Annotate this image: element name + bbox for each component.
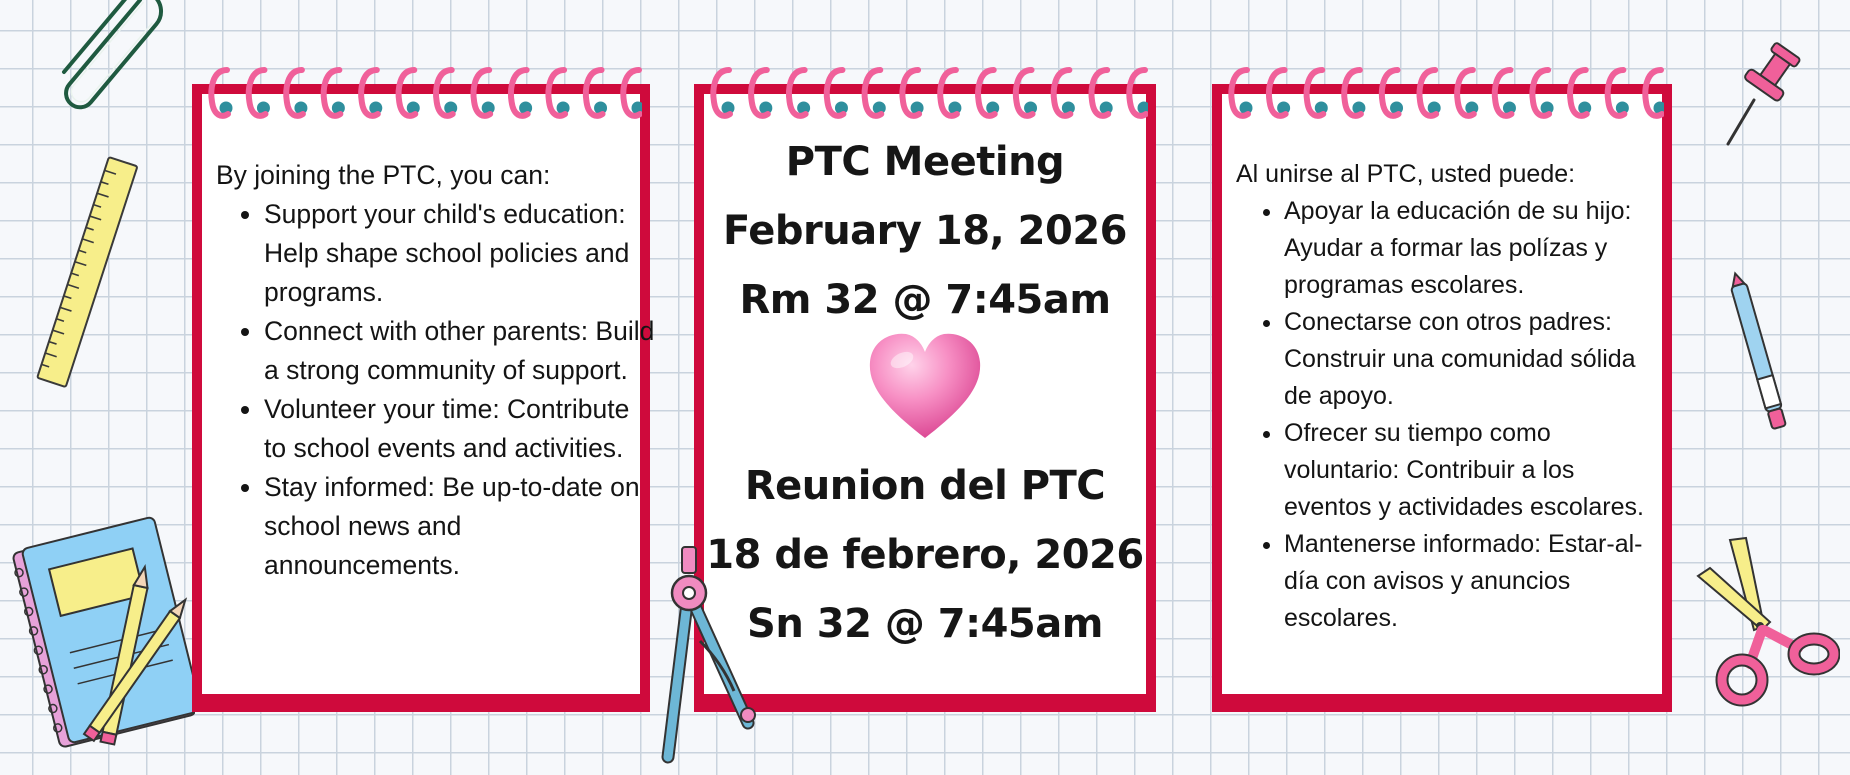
list-item: • Conectarse con otros padres: Construir una comunidad sólida de apoyo. [1284,304,1668,415]
spiral-ring [324,70,345,116]
meeting-place-es: Sn 32 @ 7:45am [747,601,1103,647]
list-item: • Volunteer your time: Contribute to school events and activities. [264,390,658,468]
spiral-ring [865,70,886,116]
spiral-ring [586,70,607,116]
list-item: • Stay informed: Be up-to-date on school news and announcements. [264,468,658,585]
notebook-icon [5,515,195,760]
spiral-ring [789,70,810,116]
card-page [1222,94,1662,694]
list-item: • Mantenerse informado: Estar-al-día con avisos y anuncios escolares. [1284,526,1668,637]
spiral-ring [978,70,999,116]
spiral-ring [827,70,848,116]
ruler-icon [22,148,152,398]
card-page [202,94,655,694]
meeting-date: February 18, 2026 [723,208,1127,254]
meeting-title-es: Reunion del PTC [744,463,1106,509]
list-item: • Support your child's education: Help shape school policies and programs. [264,195,658,312]
spiral-ring [1570,70,1591,116]
spiral-ring [211,70,232,116]
spiral-ring [1016,70,1037,116]
spiral-ring [623,70,642,116]
meeting-info-spanish [704,452,1146,659]
spiral-ring [1092,70,1113,116]
meeting-place: Rm 32 @ 7:45am [739,277,1111,323]
list-item: • Apoyar la educación de su hijo: Ayudar a formar las polízas y programas escolares. [1284,193,1668,304]
spanish-benefits [1236,156,1668,637]
spiral-binding-icon [702,58,1148,128]
spiral-ring [1307,70,1328,116]
spiral-ring [1231,70,1252,116]
spiral-ring [399,70,420,116]
spiral-ring [1344,70,1365,116]
benefit-list [216,195,658,585]
heart-icon [866,330,984,442]
spiral-ring [1495,70,1516,116]
meeting-date-es: 18 de febrero, 2026 [706,532,1144,578]
spiral-ring [1420,70,1441,116]
spiral-ring [1608,70,1629,116]
spiral-ring [548,70,569,116]
spiral-ring [361,70,382,116]
spiral-ring [1457,70,1478,116]
spiral-ring [511,70,532,116]
intro-text: Al unirse al PTC, usted puede: [1236,160,1576,188]
spiral-ring [751,70,772,116]
english-benefits [216,156,658,585]
pushpin-icon [1718,38,1808,148]
pen-icon [1720,270,1800,450]
spiral-binding-icon [200,58,642,128]
info-card-spanish [1212,84,1672,712]
info-card-english [192,84,655,712]
scissors-icon [1690,530,1840,710]
meeting-info-english [704,128,1146,335]
spiral-binding-icon [1220,58,1664,128]
spiral-ring [713,70,734,116]
list-item: • Connect with other parents: Build a strong community of support. [264,312,658,390]
list-item: • Ofrecer su tiempo como voluntario: Contribuir a los eventos y actividades escolares. [1284,415,1668,526]
spiral-ring [1129,70,1148,116]
spiral-ring [1054,70,1075,116]
meeting-title: PTC Meeting [785,139,1065,185]
spiral-ring [1532,70,1553,116]
intro-text: By joining the PTC, you can: [216,160,551,190]
paperclip-icon [40,0,170,125]
spiral-ring [286,70,307,116]
spiral-ring [1269,70,1290,116]
card-page [704,94,1146,694]
benefit-list [1236,193,1668,637]
spiral-ring [474,70,495,116]
spiral-ring [436,70,457,116]
spiral-ring [940,70,961,116]
spiral-ring [1645,70,1664,116]
compass-icon [648,545,768,765]
spiral-ring [902,70,923,116]
spiral-ring [249,70,270,116]
spiral-ring [1382,70,1403,116]
